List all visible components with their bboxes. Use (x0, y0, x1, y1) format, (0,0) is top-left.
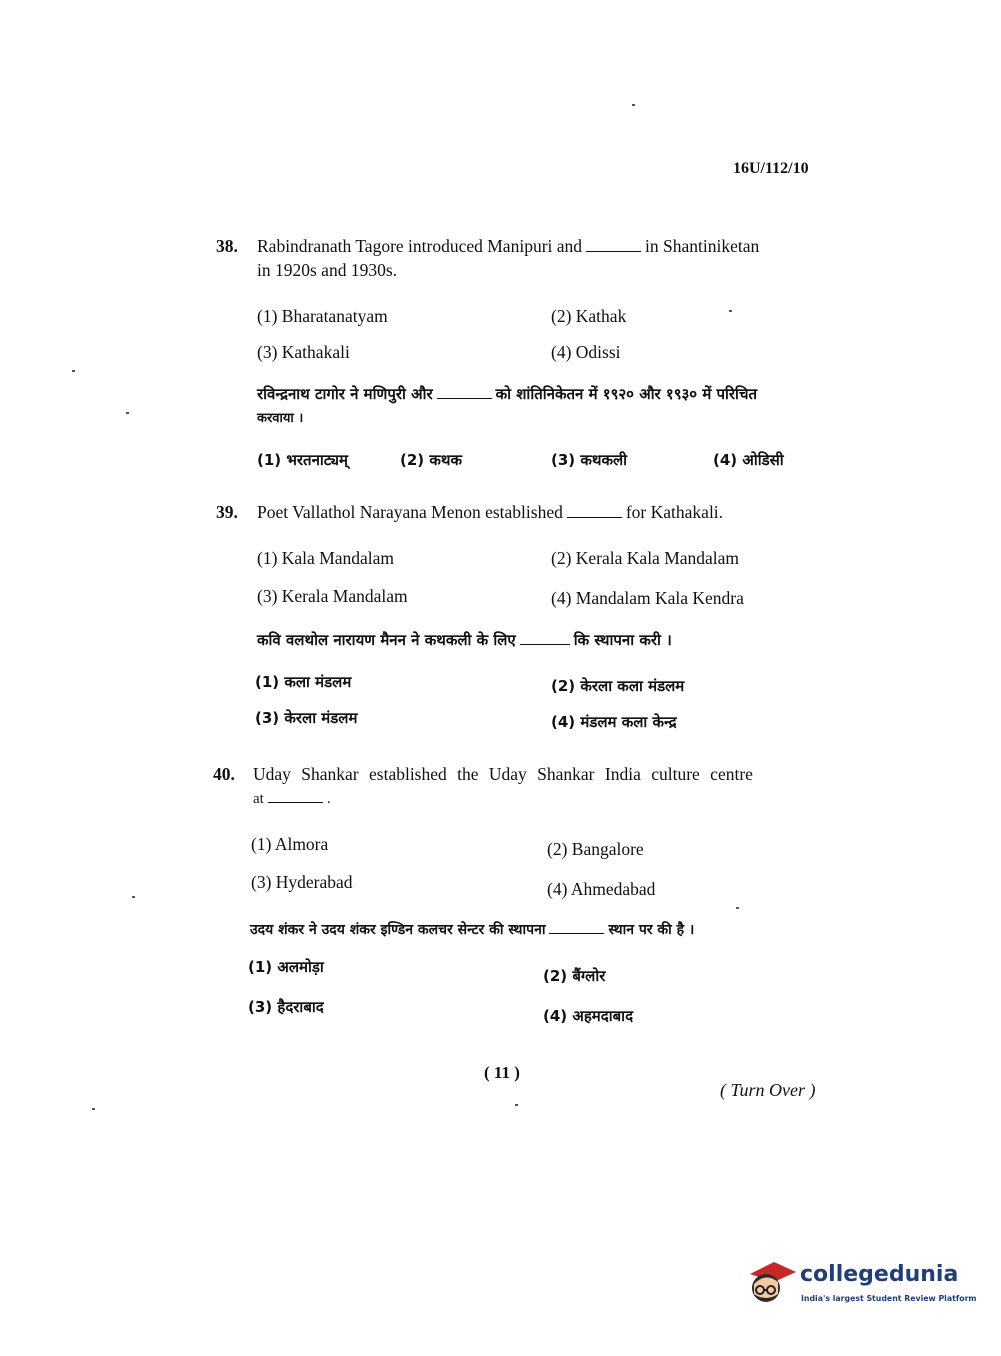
paper-code: 16U/112/10 (733, 160, 809, 177)
option-1-hindi: (1) कला मंडलम (255, 673, 352, 691)
option-3-hindi: (3) हैदराबाद (248, 998, 324, 1016)
option-4-hindi: (4) अहमदाबाद (543, 1007, 634, 1025)
option-2: (2) Kerala Kala Mandalam (551, 548, 740, 568)
option-3: (3) Kerala Mandalam (257, 586, 408, 606)
option-1: (1) Almora (251, 834, 329, 854)
question-text: Poet Vallathol Narayana Menon established for Kathakali. (257, 502, 724, 522)
option-2-hindi: (2) बैंग्लोर (543, 967, 606, 985)
option-4: (4) Ahmedabad (547, 879, 656, 899)
scan-speck (736, 907, 739, 909)
option-4: (4) Odissi (551, 342, 621, 362)
option-2-hindi: (2) केरला कला मंडलम (551, 677, 685, 695)
scan-speck (126, 412, 129, 414)
option-2: (2) Kathak (551, 306, 627, 326)
scan-speck (72, 370, 75, 372)
question-number: 39. (216, 502, 238, 522)
student-mascot-icon (744, 1254, 796, 1314)
question-number: 40. (213, 764, 235, 784)
question-text-hindi: रविन्द्रनाथ टागोर ने मणिपुरी और को शांतिनिकेतन में १९२० और १९३० में परिचित (257, 385, 758, 403)
option-2-hindi: (2) कथक (400, 451, 462, 469)
option-1-hindi: (1) भरतनाट्यम् (257, 451, 349, 469)
brand-tagline: India's largest Student Review Platform (801, 1294, 977, 1303)
option-2: (2) Bangalore (547, 839, 644, 859)
question-text: Rabindranath Tagore introduced Manipuri and in Shantiniketan (257, 236, 760, 256)
scan-speck (729, 310, 732, 312)
option-4-hindi: (4) ओडिसी (713, 451, 784, 469)
option-3: (3) Kathakali (257, 342, 350, 362)
question-text-hindi: उदय शंकर ने उदय शंकर इण्डिन कलचर सेन्टर की स्थापना स्थान पर की है । (250, 922, 695, 938)
brand-name: collegedunia (800, 1262, 959, 1287)
option-4: (4) Mandalam Kala Kendra (551, 588, 744, 608)
answer-blank (586, 239, 641, 252)
scan-speck (515, 1104, 518, 1106)
scan-speck (92, 1108, 95, 1110)
question-text-hindi-line2: करवाया । (257, 411, 304, 426)
collegedunia-watermark (744, 1254, 977, 1314)
question-text-line2: in 1920s and 1930s. (257, 260, 397, 280)
question-text: Uday Shankar established the Uday Shankar India culture centre (253, 764, 753, 784)
option-1: (1) Bharatanatyam (257, 306, 388, 326)
answer-blank (520, 632, 570, 645)
turn-over-note: ( Turn Over ) (720, 1080, 816, 1100)
answer-blank (437, 386, 492, 399)
answer-blank (549, 921, 604, 934)
option-1: (1) Kala Mandalam (257, 548, 395, 568)
option-3-hindi: (3) कथकली (551, 451, 628, 469)
question-text-line2: at . (253, 791, 331, 807)
question-text-hindi: कवि वलथोल नारायण मैनन ने कथकली के लिए कि स्थापना करी । (257, 631, 672, 649)
page-number: ( 11 ) (484, 1063, 520, 1082)
scan-speck (132, 896, 135, 898)
answer-blank (268, 790, 323, 803)
scan-speck (632, 104, 635, 106)
option-3: (3) Hyderabad (251, 872, 353, 892)
option-4-hindi: (4) मंडलम कला केन्द्र (551, 713, 677, 731)
option-3-hindi: (3) केरला मंडलम (255, 709, 358, 727)
question-number: 38. (216, 236, 238, 256)
answer-blank (567, 505, 622, 518)
option-1-hindi: (1) अलमोड़ा (248, 958, 324, 976)
